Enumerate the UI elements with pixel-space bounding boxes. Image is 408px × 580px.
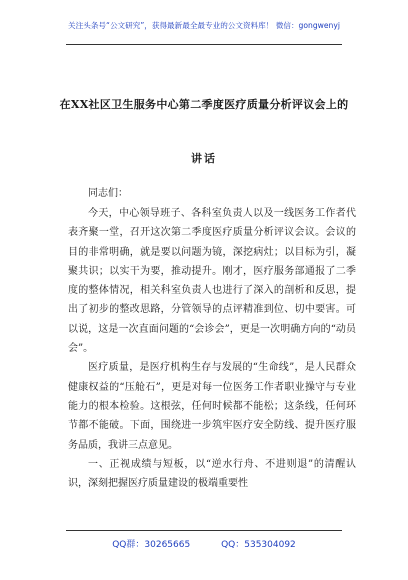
greeting: 同志们： (88, 188, 128, 199)
paragraph: 一、正视成绩与短板，以“逆水行舟、不进则退”的清醒认识，深刻把握医疗质量建设的极端重要性 (68, 458, 356, 490)
qq-number: QQ：535304092 (221, 540, 296, 550)
document-body (68, 204, 356, 493)
document-title: 在XX社区卫生服务中心第二季度医疗质量分析评议会上的 (59, 98, 349, 111)
qq-group: QQ群：30265665 (112, 540, 191, 550)
footer-contacts (0, 537, 408, 550)
document-subtitle: 讲话 (191, 152, 217, 165)
paragraph: 医疗质量，是医疗机构生存与发展的“生命线”，是人民群众健康权益的“压舱石”，更是对每一位医务工作者职业操守与专业能力的根本检验。这根弦，任何时候都不能松；这条线，任何环节都不能破。下面，围绕进一步筑牢医疗安全防线、提升医疗服务品质，我讲三点意见。 (68, 362, 356, 451)
header-notice: 关注头条号“公文研究”，获得最新最全最专业的公文资料库！ 微信：gongwenyj (68, 21, 340, 30)
footer-divider (66, 530, 342, 531)
header-divider (66, 44, 342, 45)
paragraph: 今天，中心领导班子、各科室负责人以及一线医务工作者代表齐聚一堂，召开这次第二季度医疗质量分析评议会议。会议的目的非常明确，就是要以问题为镜，深挖病灶；以目标为引，凝聚共识；以实干为要，推动提升。刚才，医疗服务部通报了二季度的整体情况，相关科室负责人也进行了深入的剖析和反思，提出了初步的整改思路，分管领导的点评精准到位、切中要害。可以说，这是一次直面问题的“会诊会”，更是一次明确方向的“动员会”。 (68, 208, 356, 355)
